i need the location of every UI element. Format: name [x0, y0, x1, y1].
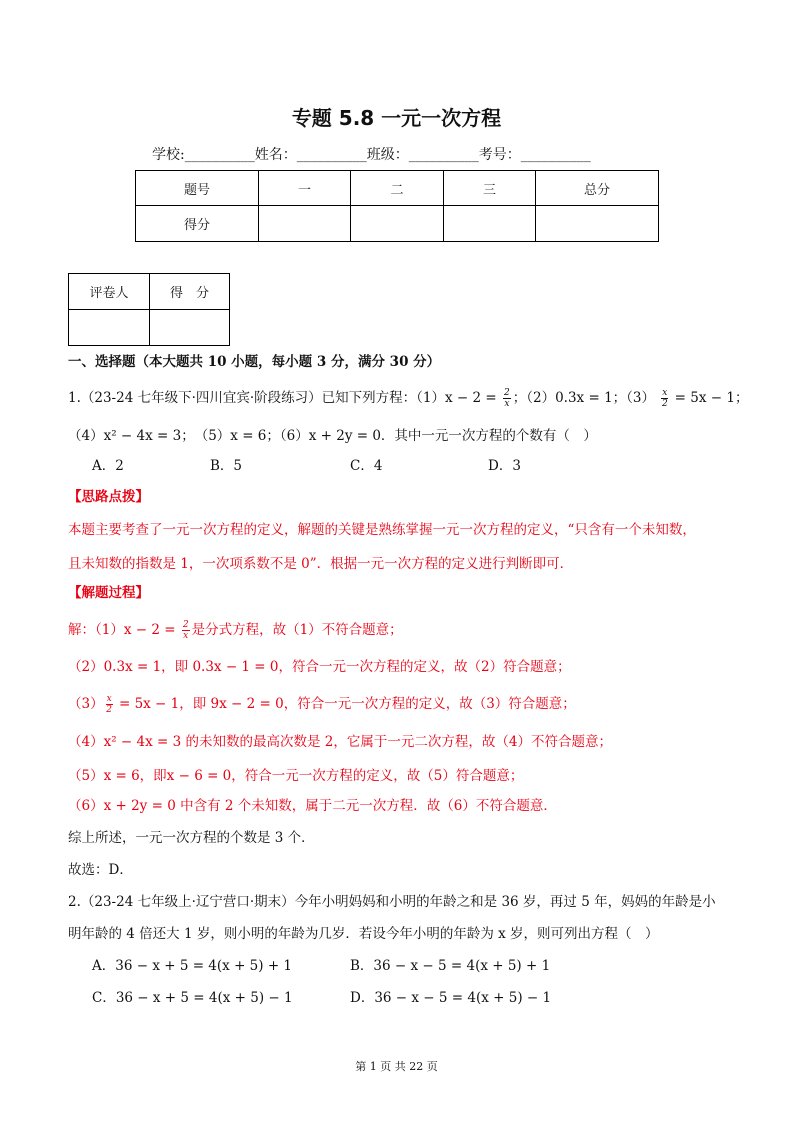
- text-segment: （3）: [68, 696, 104, 712]
- score-cell: [351, 206, 444, 242]
- numerator: x: [106, 694, 112, 704]
- text-segment: （2）0.3x = 1，即 0.3x − 1 = 0，符合一元一次方程的定义，故（2）符合题意；: [68, 659, 571, 675]
- score-header-cell: 二: [351, 171, 444, 206]
- hint-title: 【思路点拨】: [68, 489, 149, 505]
- solution-line: [68, 732, 612, 752]
- q2-option-c: C．36 − x + 5 = 4(x + 5) − 1: [92, 990, 293, 1006]
- solution-line: [68, 796, 557, 816]
- answer-line: 故选：D．: [68, 862, 133, 878]
- numerator: 2: [504, 388, 510, 398]
- q2-option-b: B．36 − x − 5 = 4(x + 5) + 1: [350, 958, 551, 974]
- text-segment: （4）x² − 4x = 3； （5）x = 6；（6）x + 2y = 0．其中一元一次方程的个数有（ ）: [68, 428, 597, 444]
- q2-line1: 2.（23-24 七年级上·辽宁营口·期末）今年小明妈妈和小明的年龄之和是 36 岁，再过 5 年，妈妈的年龄是小: [68, 894, 716, 910]
- student-info-line: 学校:__________姓名：__________班级：__________考号：__________: [152, 147, 591, 163]
- score-header-cell: 题号: [136, 171, 259, 206]
- fraction: [661, 388, 668, 409]
- hint-line: 且未知数的指数是 1，一次项系数不是 0”．根据一元一次方程的定义进行判断即可．: [68, 556, 574, 572]
- score-cell: [259, 206, 351, 242]
- q1-option-d: D．3: [488, 458, 521, 474]
- q1-line1: [68, 388, 748, 409]
- grader-cell: [150, 310, 230, 346]
- score-table: [135, 170, 659, 242]
- section-heading: 一、选择题（本大题共 10 小题，每小题 3 分，满分 30 分）: [68, 354, 441, 370]
- q1-option-a: A．2: [92, 458, 124, 474]
- score-cell: [444, 206, 536, 242]
- score-header-cell: 三: [444, 171, 536, 206]
- text-segment: （4）x² − 4x = 3 的未知数的最高次数是 2，它属于一元二次方程，故（4）不符合题意；: [68, 734, 612, 750]
- solution-line: [68, 766, 523, 786]
- solution-line: [68, 620, 403, 641]
- page-title: 专题 5.8 一元一次方程: [291, 106, 502, 130]
- fraction: [106, 694, 113, 715]
- score-row-label: 得分: [136, 206, 259, 242]
- text-segment: 解：（1）x − 2 =: [68, 622, 180, 638]
- page-footer: 第 1 页 共 22 页: [355, 1060, 438, 1073]
- denominator: 2: [106, 705, 112, 715]
- score-header-cell: 总分: [536, 171, 659, 206]
- grader-table: [68, 273, 230, 346]
- grader-header: 评卷人: [69, 274, 150, 310]
- text-segment: （6）x + 2y = 0 中含有 2 个未知数，属于二元一次方程．故（6）不符合题意．: [68, 798, 557, 814]
- numerator: x: [662, 388, 668, 398]
- text-segment: 是分式方程，故（1）不符合题意；: [191, 622, 403, 638]
- score-header-cell: 一: [259, 171, 351, 206]
- q1-line2: [68, 426, 597, 446]
- q2-line2: 明年龄的 4 倍还大 1 岁，则小明的年龄为几岁．若设今年小明的年龄为 x 岁，则可列出方程（ ）: [68, 926, 659, 942]
- q1-option-c: C．4: [350, 458, 383, 474]
- grader-cell: [69, 310, 150, 346]
- hint-line: 本题主要考查了一元一次方程的定义，解题的关键是熟练掌握一元一次方程的定义，“只含有一个未知数，: [68, 522, 696, 538]
- q2-option-a: A．36 − x + 5 = 4(x + 5) + 1: [92, 958, 293, 974]
- summary-line: 综上所述，一元一次方程的个数是 3 个．: [68, 830, 315, 846]
- grader-header: 得 分: [150, 274, 230, 310]
- solution-line: [68, 694, 576, 715]
- solution-line: [68, 657, 571, 677]
- text-segment: ；（2）0.3x = 1；（3）: [512, 390, 660, 406]
- q2-option-d: D．36 − x − 5 = 4(x + 5) − 1: [350, 990, 552, 1006]
- text-segment: = 5x − 1，即 9x − 2 = 0，符合一元一次方程的定义，故（3）符合题意；: [114, 696, 576, 712]
- fraction: [503, 388, 511, 409]
- q1-option-b: B．5: [210, 458, 243, 474]
- denominator: x: [183, 631, 189, 641]
- text-segment: （5）x = 6，即x − 6 = 0，符合一元一次方程的定义，故（5）符合题意；: [68, 768, 524, 784]
- score-cell: [536, 206, 659, 242]
- denominator: 2: [661, 399, 668, 409]
- solution-title: 【解题过程】: [68, 585, 149, 601]
- text-segment: 1.（23-24 七年级下·四川宜宾·阶段练习）已知下列方程：（1）x − 2 =: [68, 390, 502, 406]
- numerator: 2: [182, 620, 189, 630]
- denominator: x: [504, 399, 510, 409]
- fraction: [182, 620, 190, 641]
- text-segment: = 5x − 1；: [670, 390, 749, 406]
